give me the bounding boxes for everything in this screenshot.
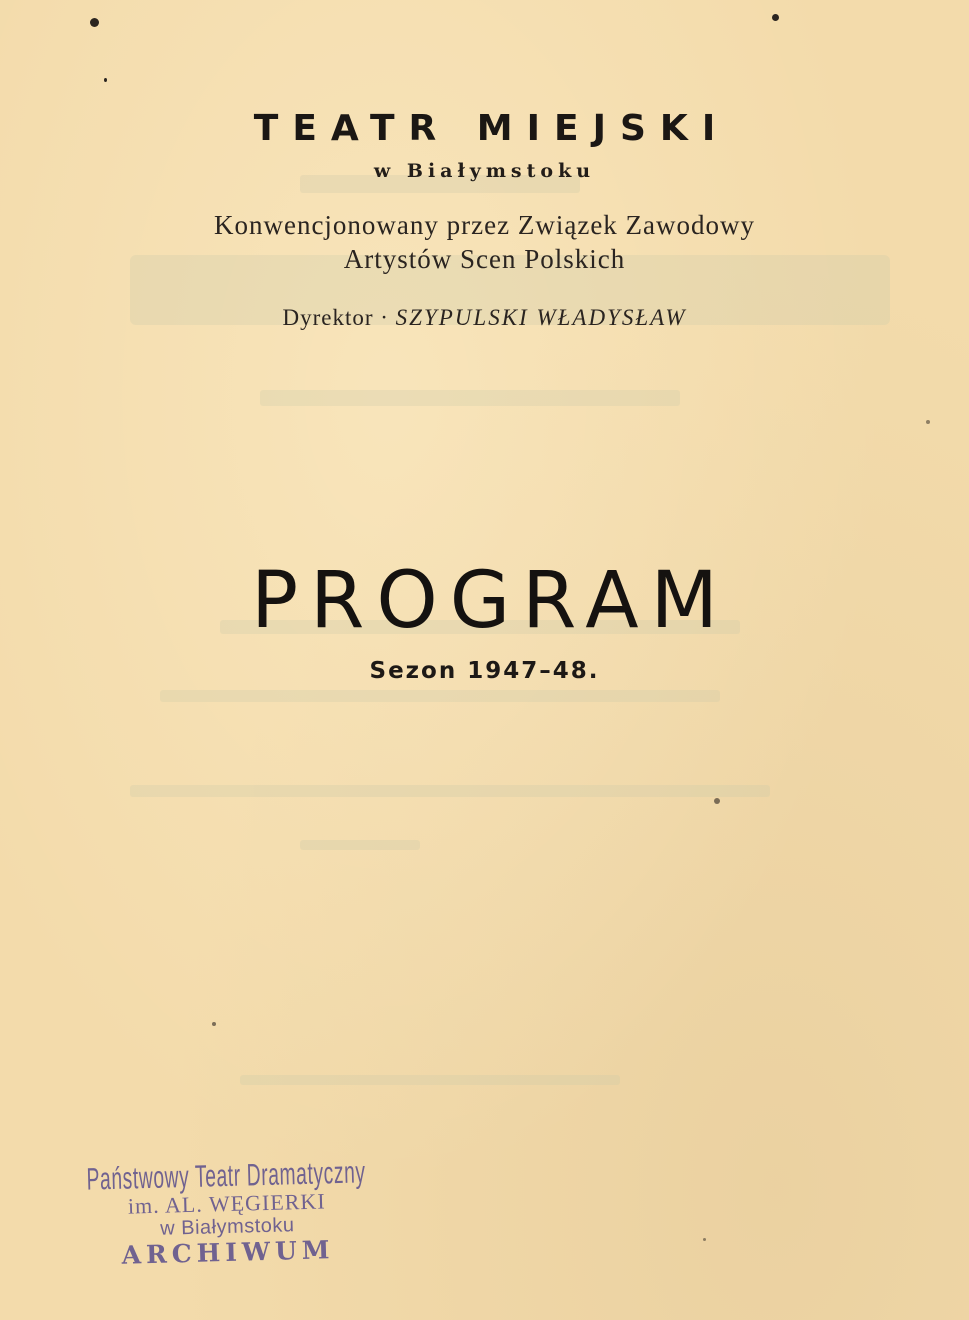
stamp-archive-label: ARCHIWUM <box>121 1235 335 1270</box>
ink-speck <box>90 18 99 27</box>
director-name: SZYPULSKI WŁADYSŁAW <box>395 305 687 330</box>
theatre-name: TEATR MIEJSKI <box>253 108 730 149</box>
stamp-patron: im. AL. WĘGIERKI <box>127 1188 326 1219</box>
stamp-institution: Państwowy Teatr Dramatyczny <box>86 1154 367 1197</box>
ink-speck <box>926 420 930 424</box>
theatre-city: w Białymstoku <box>373 160 596 182</box>
stamp-city: w Białymstoku <box>159 1214 295 1240</box>
ink-speck <box>703 1238 706 1241</box>
ink-speck <box>772 14 779 21</box>
director-label: Dyrektor <box>282 305 374 330</box>
archive-stamp <box>61 1156 394 1270</box>
director-label-colon: · <box>380 305 396 330</box>
program-title: PROGRAM <box>251 556 730 646</box>
convention-line-2: Artystów Scen Polskich <box>343 244 626 274</box>
season-label: Sezon 1947–48. <box>369 658 600 684</box>
ink-speck <box>104 78 107 82</box>
ink-speck <box>714 798 720 804</box>
ink-speck <box>212 1022 216 1026</box>
convention-line-1: Konwencjonowany przez Związek Zawodowy <box>213 210 756 240</box>
director-line <box>0 305 969 331</box>
